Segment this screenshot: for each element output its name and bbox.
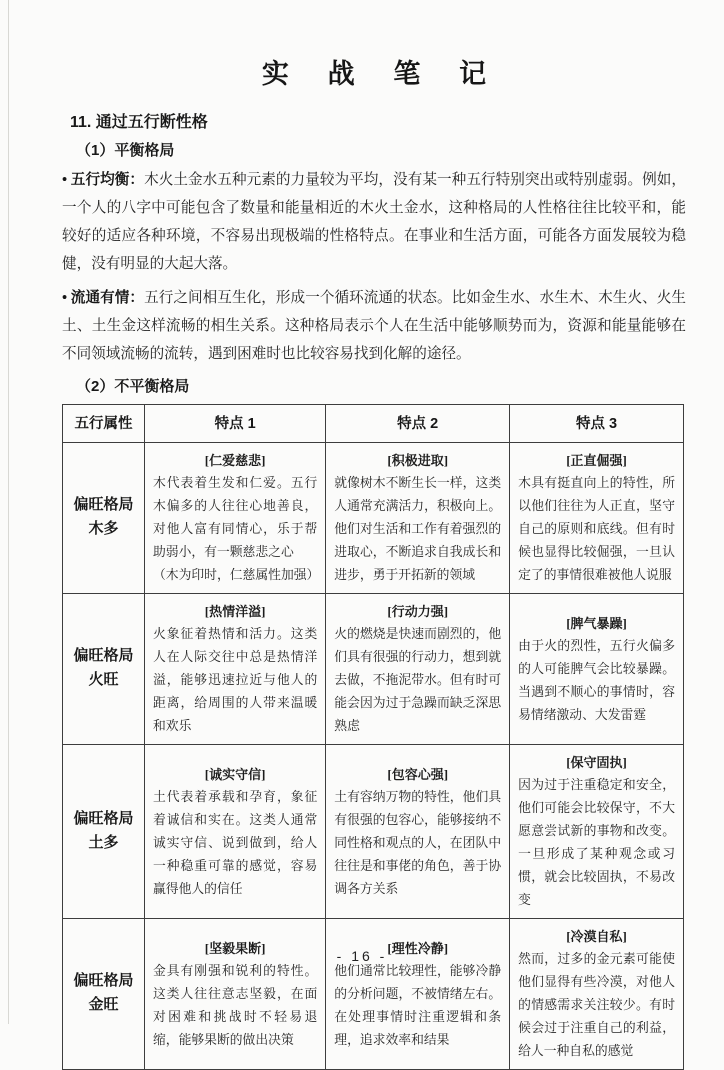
trait-tag: [包容心强] [387, 766, 449, 782]
trait-body: 木具有挺直向上的特性，所以他们往往为人正直，坚守自己的原则和底线。但有时候也显得比较倔强，一旦认定了的事情很难被他人说服 [518, 476, 675, 582]
row-label-line2: 金旺 [88, 996, 119, 1013]
trait-body: 金具有刚强和锐利的特性。这类人往往意志坚毅，在面对困难和挑战时不轻易退缩，能够果断的做出决策 [152, 963, 318, 1047]
trait-body: 火的燃烧是快速而剧烈的，他们具有很强的行动力，想到就去做，不拖泥带水。但有时可能会因为过于急躁而缺乏深思熟虑 [334, 627, 502, 733]
cell-earth-trait3 [510, 745, 684, 919]
cell-wood-trait2 [326, 443, 510, 594]
row-label-line2: 木多 [88, 520, 119, 537]
row-label-line1: 偏旺格局 [73, 496, 134, 513]
cell-metal-trait1 [144, 919, 325, 1070]
cell-fire-trait3 [510, 594, 684, 745]
trait-body: 就像树木不断生长一样，这类人通常充满活力，积极向上。他们对生活和工作有着强烈的进取心，不断追求自我成长和进步，勇于开拓新的领域 [334, 476, 502, 582]
trait-body: 然而，过多的金元素可能使他们显得有些冷漠，对他人的情感需求关注较少。有时候会过于注重自己的利益，给人一种自私的感觉 [518, 952, 675, 1058]
row-label-metal [63, 919, 145, 1070]
paragraph-2-lead: • 流通有情： [62, 290, 145, 306]
cell-earth-trait2 [326, 745, 510, 919]
trait-tag: [诚实守信] [204, 766, 266, 782]
row-label-earth [63, 745, 145, 919]
header-trait-1: 特点 1 [144, 405, 325, 443]
row-label-wood [63, 443, 145, 594]
cell-wood-trait3 [510, 443, 684, 594]
table-row-earth [63, 745, 684, 919]
trait-tag: [积极进取] [387, 453, 449, 468]
trait-body: 火象征着热情和活力。这类人在人际交往中总是热情洋溢，能够迅速拉近与他人的距离，给周围的人带来温暖和欢乐 [152, 627, 318, 733]
trait-tag: [理性冷静] [387, 940, 449, 956]
row-label-line2: 火旺 [88, 671, 119, 688]
row-label-fire [63, 594, 145, 745]
paragraph-circulation [62, 284, 686, 368]
cell-fire-trait1 [144, 594, 325, 745]
trait-body: 土有容纳万物的特性，他们具有很强的包容心，能够接纳不同性格和观点的人，在团队中往往是和事佬的角色，善于协调各方关系 [334, 789, 502, 896]
trait-body: 木代表着生发和仁爱。五行木偏多的人往往心地善良，对他人富有同情心，乐于帮助弱小，有一颗慈悲之心 [152, 476, 318, 559]
table-row-fire [63, 594, 684, 745]
cell-metal-trait2 [326, 919, 510, 1070]
trait-tag: [热情洋溢] [204, 604, 266, 619]
table-row-metal [63, 919, 684, 1070]
trait-note: （木为印时，仁慈属性加强） [152, 568, 320, 582]
paragraph-2-body: 五行之间相互生化，形成一个循环流通的状态。比如金生水、水生木、木生火、火生土、土生金这样流畅的相生关系。这种格局表示个人在生活中能够顺势而为，资源和能量能够在不同领域流畅的流转，遇到困难时也比较容易找到化解的途径。 [62, 290, 686, 362]
trait-tag: [坚毅果断] [204, 940, 266, 956]
header-wuxing-attribute: 五行属性 [63, 405, 145, 443]
cell-fire-trait2 [326, 594, 510, 745]
wuxing-traits-table [62, 404, 684, 1070]
trait-body: 由于火的烈性，五行火偏多的人可能脾气会比较暴躁。当遇到不顺心的事情时，容易情绪激动、大发雷霆 [518, 638, 675, 722]
row-label-line1: 偏旺格局 [73, 809, 134, 827]
header-trait-3: 特点 3 [510, 405, 684, 443]
trait-body: 因为过于注重稳定和安全，他们可能会比较保守，不大愿意尝试新的事物和改变。一旦形成了某种观念或习惯，就会比较固执，不易改变 [518, 778, 675, 907]
row-label-line2: 土多 [88, 833, 119, 851]
scan-edge-artifact [8, 0, 9, 1024]
cell-metal-trait3 [510, 919, 684, 1070]
page-number: - 16 - [336, 948, 388, 964]
trait-body: 他们通常比较理性，能够冷静的分析问题，不被情绪左右。在处理事情时注重逻辑和条理，追求效率和结果 [334, 963, 502, 1047]
page-title: 实 战 笔 记 [261, 59, 503, 89]
paragraph-1-lead: • 五行均衡： [62, 172, 145, 188]
row-label-line1: 偏旺格局 [73, 972, 134, 989]
document-page [62, 0, 686, 1058]
header-trait-2: 特点 2 [326, 405, 510, 443]
trait-tag: [行动力强] [387, 604, 449, 619]
trait-tag: [仁爱慈悲] [204, 453, 266, 468]
trait-tag: [保守固执] [566, 755, 627, 770]
section-heading: 11. 通过五行断性格 [70, 114, 208, 131]
paragraph-1-body: 木火土金水五种元素的力量较为平均，没有某一种五行特别突出或特别虚弱。例如，一个人的八字中可能包含了数量和能量相近的木火土金水，这种格局的人性格往往比较平和，能较好的适应各种环境，不容易出现极端的性格特点。在事业和生活方面，可能各方面发展较为稳健，没有明显的大起大落。 [62, 172, 686, 272]
row-label-line1: 偏旺格局 [73, 647, 134, 664]
subsection-1-heading: （1）平衡格局 [76, 142, 175, 159]
paragraph-wuxing-balance [62, 166, 686, 278]
trait-tag: [脾气暴躁] [566, 615, 627, 631]
subsection-2-heading: （2）不平衡格局 [76, 378, 190, 395]
table-row-wood [63, 443, 684, 594]
cell-earth-trait1 [144, 745, 325, 919]
trait-body: 土代表着承载和孕育，象征着诚信和实在。这类人通常诚实守信、说到做到，给人一种稳重可靠的感觉，容易赢得他人的信任 [152, 789, 318, 896]
table-header-row [63, 405, 684, 443]
trait-tag: [正直倔强] [566, 453, 627, 468]
cell-wood-trait1 [144, 443, 325, 594]
trait-tag: [冷漠自私] [566, 929, 627, 944]
